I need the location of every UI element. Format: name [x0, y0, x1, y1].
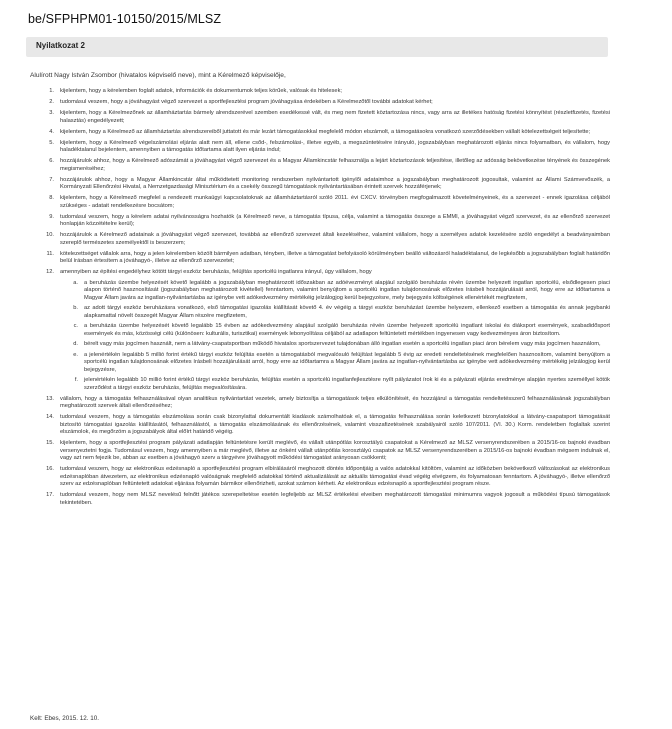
- sub-item: [60, 323, 610, 338]
- item-text: amennyiben az építési engedélyhez kötött tárgyi eszköz beruházás, felújítás sportcélú ingatlanra irányul, úgy vállalom, hogy: [60, 269, 372, 275]
- item-number: 8.: [49, 195, 54, 201]
- item-number: 17.: [46, 492, 54, 498]
- item-text: tudomásul veszem, hogy az elektronikus edzésnapló a sportfejlesztési program elbírálásáról meghozott döntés időpontjáig a valós adatokkal kitöltöm, valamint az időközben bekövetkező változásokat az elektronikus edzésnaplóban átvezetem, az elektronikus edzésnapló valóságnak megfelelő adatokkal történő aktualizálását az aktuális támogatási évad végéig elvégzem, és folyamatosan fenntartom. A jóváhagyó-, illetve ellenőrző szerv az edzésnaplóban feltüntetett adatokat eljárása folyamán bármikor ellenőrizheti, azokat számon kérheti. Az elektronikus edzésnapló a sportfejlesztési program része.: [60, 466, 610, 487]
- item-number: 15.: [46, 440, 54, 446]
- declaration-item: [30, 158, 610, 173]
- item-number: 11.: [46, 250, 54, 257]
- sub-item-letter: d.: [73, 341, 78, 347]
- item-text: kijelentem, hogy a Kérelmezőnek az államháztartás bármely alrendszerével szemben esedékessé vált, és meg nem fizetett köztartozása nincs, vagy arra az illetékes hatóság fizetési könnyítést (részletfizetés, fizetési halasztás) engedélyezett;: [60, 110, 610, 124]
- item-number: 6.: [49, 158, 54, 164]
- item-text: hozzájárulok a Kérelmező adatainak a jóváhagyást végző szervezet, továbbá az ellenőrző szervezet általi kezeléséhez, valamint vállalom, hogy a személyes adatok kezelésére szóló engedélyt a beadványaimban szereplő természetes személyektől is beszerzem;: [60, 232, 610, 246]
- sub-item: [60, 280, 610, 303]
- item-number: 3.: [49, 110, 54, 116]
- section-header-bar: [26, 37, 608, 57]
- item-text: vállalom, hogy a támogatás felhasználásával olyan analitikus nyilvántartást vezetek, amely biztosítja a támogatások teljes elkülönítését, és hozzájárul a támogatás rendeltetésszerű felhasználásának jogszabályban meghatározott szervek általi ellenőrzéséhez;: [60, 395, 610, 409]
- sub-item-letter: f.: [74, 377, 78, 383]
- sub-item: [60, 352, 610, 375]
- declarant-intro: Alulírott Nagy István Zsombor (hivatalos képviselő neve), mint a Kérelmező képviselője,: [30, 72, 286, 79]
- item-number: 5.: [49, 139, 54, 146]
- item-number: 7.: [49, 176, 54, 183]
- item-text: kijelentem, hogy a Kérelmező megfelel a rendezett munkaügyi kapcsolatoknak az államháztartásról szóló 2011. évi CXCV. törvényben megfogalmazott követelményeinek, és a szervezet - ennek igazolása céljából szükséges - adatait rendelkezésre bocsátom;: [60, 195, 610, 209]
- item-number: 13.: [46, 395, 54, 402]
- declaration-item: [30, 232, 610, 247]
- sub-item-letter: b.: [73, 305, 78, 311]
- sub-item-text: a jelenértékén legalább 5 millió forint értékű tárgyi eszköz felújítás esetén a támogatásból megvalósuló felújítást legalább 5 évig az eredeti rendeltetésének megfelelően hasznosítom, valamint benyújtom a sportcélú ingatlan tulajdonosának előzetes írásbeli hozzájárulását arról, hogy erre az időtartamra a Magyar Állam javára az ingatlan-nyilvántartásba az igénybe vett adókedvezmény mértékéig jelzálogjog kerül bejegyzésre,: [84, 351, 610, 373]
- item-number: 1.: [49, 88, 54, 94]
- declaration-item: [30, 269, 610, 392]
- item-text: kötelezettséget vállalok arra, hogy a jelen kérelemben közölt bármilyen adatban, tényben, illetve a támogatást befolyásoló körülményben beálló változásról haladéktalanul, de legkésőbb a jogszabályban foglalt határidőn belül írásban értesítem a jóváhagyó-, illetve az ellenőrző szervezetet;: [60, 250, 610, 264]
- declaration-item: [30, 195, 610, 210]
- declaration-item: [30, 440, 610, 463]
- declaration-item: [30, 110, 610, 125]
- item-number: 2.: [49, 99, 54, 105]
- sub-item-text: a beruházás üzembe helyezését követő legalább 15 évben az adókedvezmény alapjául szolgáló beruházás révén üzembe helyezett sportcélú ingatlant iskolai és diáksport események, szabadidősport események és más, közösségi célú (különösen: kulturális, turisztikai) események lebonyolítása céljából az adatlapon feltüntetett mértékben ingyenesen vagy kedvezményes áron biztosítom.: [84, 323, 610, 337]
- date-place-line: Kelt: Ebes, 2015. 12. 10.: [30, 715, 99, 722]
- sub-list: [60, 280, 610, 393]
- item-text: hozzájárulok ahhoz, hogy a Kérelmező adószámát a jóváhagyást végző szervezet és a Magyar Államkincstár felhasználja a lejárt köztartozások teljesítése, illetőleg az adósság bekövetkezése tényének és összegének megismeréséhez;: [60, 158, 610, 172]
- declaration-item: [30, 251, 610, 266]
- declaration-item: [30, 214, 610, 229]
- declaration-item: [30, 466, 610, 489]
- sub-item-text: az adott tárgyi eszköz beruházásra vonatkozó, első támogatási igazolás kiállítását követő 4. év végéig a tárgyi eszköz beruházást üzembe helyezem, ellenkező esetben a támogatás és annak jegybanki alapkamattal növelt összegét Magyar Állam részére megfizetem,: [84, 305, 610, 319]
- sub-item: [60, 341, 610, 349]
- item-number: 9.: [49, 213, 54, 220]
- declaration-item: [30, 177, 610, 192]
- item-text: hozzájárulok ahhoz, hogy a Magyar Államkincstár által működtetett monitoring rendszerben nyilvántartott igénylői adataimhoz a jogszabályban meghatározott jogosultak, valamint az Állami Számvevőszék, a Kormányzati Ellenőrzési Hivatal, a Nemzetgazdasági Minisztérium és a csekély összegű támogatások nyilvántartásában érintett szervek hozzáférjenek;: [60, 176, 610, 190]
- declaration-item: [30, 396, 610, 411]
- item-text: kijelentem, hogy a Kérelmező végelszámolási eljárás alatt nem áll, ellene csőd-, felszámolási-, illetve egyéb, a megszüntetésére irányuló, jogszabályban meghatározott eljárás nincs folyamatban, és vállalom, hogy haladéktalanul bejelentem, amennyiben a támogatás időtartama alatt ilyen eljárás indul;: [60, 139, 610, 153]
- item-text: kijelentem, hogy a Kérelmező az államháztartás alrendszereiből juttatott és már lezárt támogatásokkal megfelelő módon elszámolt, a támogatásokra vonatkozó szerződésekben vállalt kötelezettségeit teljesítette;: [60, 128, 591, 135]
- item-number: 12.: [46, 269, 54, 275]
- sub-item-letter: c.: [73, 323, 78, 329]
- sub-item-letter: e.: [73, 351, 78, 358]
- item-text: kijelentem, hogy a kérelemben foglalt adatok, információk és dokumentumok teljes körűek, valósak és hitelesek;: [60, 88, 342, 94]
- declaration-item: [30, 129, 610, 137]
- document-id: be/SFPHPM01-10150/2015/MLSZ: [28, 12, 222, 26]
- sub-item: [60, 377, 610, 392]
- sub-item-text: jelenértékén legalább 10 millió forint értékű tárgyi eszköz beruházás, felújítás esetén a sportcélú ingatlanfejlesztésre nyílt pályázatot írok ki és a pályázati eljárás eredménye alapján nyertes személlyel kötök szerződést a tárgyi eszköz beruházás, felújítás megvalósítására.: [84, 377, 610, 391]
- declaration-item: [30, 492, 610, 507]
- sub-item-text: bérelt vagy más jogcímen használt, nem a látvány-csapatsportban működő hivatalos sportszervezet tulajdonában álló ingatlan esetén a sportcélú ingatlan piaci áron bérelem vagy más jogcímen használom,: [84, 341, 601, 347]
- item-text: tudomásul veszem, hogy nem MLSZ nevelésű felnőtt játékos szerepeltetése esetén legfeljebb az MLSZ értékelési elveiben meghatározott támogatási minimumra vagyok jogosult a működési típusú támogatások tekintetében.: [60, 492, 610, 506]
- item-text: tudomásul veszem, hogy a kérelem adatai nyilvánosságra hozhatók (a Kérelmező neve, a támogatás típusa, célja, valamint a támogatás összege a EMMI, a jóváhagyást végző szervezet, és az ellenőrző szervezet honlapján közzétételre kerül);: [60, 213, 610, 227]
- item-text: kijelentem, hogy a sportfejlesztési program pályázati adatlapján feltüntetésre került meglévő, és vállalt utánpótlás korosztályú csapatokat a Kérelmező az MLSZ versenyrendszerében a 2015/16-os bajnoki évadban versenyeztetni fogja. Tudomásul veszem, hogy amennyiben a már meglévő, illetve az önként vállalt utánpótlás korosztályú csapatok az MLSZ versenyrendszerében a 2015/16-os bajnoki évadban mégsem indulnak el, vagy azt nem fejezik be, abban az esetben a jóváhagyó szerv a tárgyévre jóváhagyott működési támogatást arányosan csökkenti;: [60, 440, 610, 461]
- sub-item-text: a beruházás üzembe helyezését követő legalább a jogszabályban meghatározott időszakban az adóévezményt alapjául szolgáló beruházás révén üzembe helyezett ingatlan sportcélú, elsődlegesen piaci alapon történő hasznosítását (jogszabályban meghatározott kivétellel) fenntartom, valamint benyújtom a sportcélú ingatlan tulajdonosának előzetes írásbeli hozzájárulását arról, hogy erre az időtartamra a Magyar Állam javára az ingatlan-nyilvántartásba az igénybe vett adókedvezmény mértékéig jelzálogjog kerül bejegyzésre, mely bejegyzés költségének ellenértékét megfizetem,: [84, 279, 610, 301]
- item-number: 14.: [46, 414, 54, 420]
- declaration-item: [30, 99, 610, 107]
- item-number: 4.: [49, 128, 54, 135]
- declaration-item: [30, 414, 610, 437]
- item-number: 10.: [46, 232, 54, 238]
- sub-item: [60, 305, 610, 320]
- section-title: Nyilatkozat 2: [36, 41, 85, 50]
- declaration-item: [30, 88, 610, 96]
- item-number: 16.: [46, 466, 54, 472]
- declaration-item: [30, 140, 610, 155]
- item-text: tudomásul veszem, hogy a támogatás elszámolása során csak bizonylattal dokumentált kiadások számolhatóak el, a támogatás felhasználása során keletkezett bizonylatokkal a látvány-csapatsport támogatását biztosító támogatási igazolás kiállításától, felhasználástól, a támogatás elszámolásának és ellenőrzésének, valamint visszafizetésének szabályairól szóló 107/2011. (VI. 30.) Korm. rendeletben foglaltak szerint elszámolok, és megőrzöm a jogszabályok által előírt határidő végéig.: [60, 414, 610, 435]
- sub-item-letter: a.: [73, 279, 78, 286]
- item-text: tudomásul veszem, hogy a jóváhagyást végző szervezet a sportfejlesztési program jóváhagyása érdekében a Kérelmezőtől további adatokat kérhet;: [60, 99, 433, 105]
- declaration-list: [30, 88, 610, 511]
